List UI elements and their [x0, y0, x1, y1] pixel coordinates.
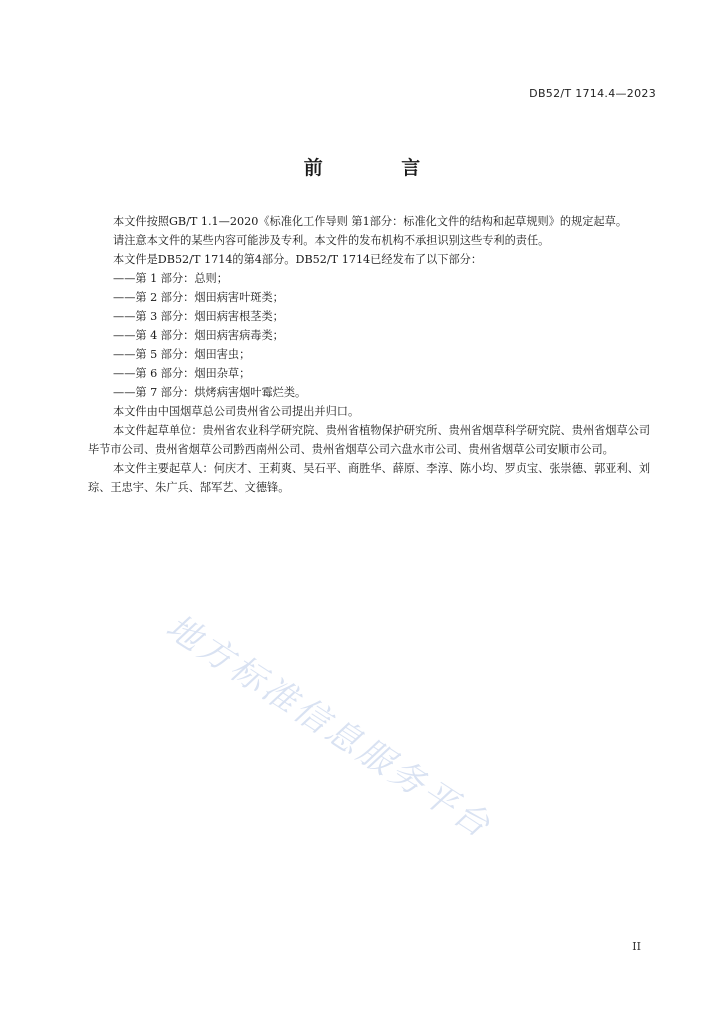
paragraph-proposer: 本文件由中国烟草总公司贵州省公司提出并归口。	[113, 405, 360, 418]
paragraph-drafters: 本文件主要起草人：何庆才、王莉爽、吴石平、商胜华、薛原、李淳、陈小均、罗贞宝、张崇德、郭亚利、刘琮、王忠宇、朱广兵、郜军艺、文德锋。	[88, 462, 651, 494]
list-item: ——第 3 部分：烟田病害根茎类；	[113, 310, 284, 323]
list-item: ——第 4 部分：烟田病害病毒类；	[113, 329, 284, 342]
document-code: DB52/T 1714.4—2023	[529, 87, 656, 100]
list-item: ——第 6 部分：烟田杂草；	[113, 367, 251, 380]
list-item: ——第 7 部分：烘烤病害烟叶霉烂类。	[113, 386, 307, 399]
paragraph-drafting-units: 本文件起草单位：贵州省农业科学研究院、贵州省植物保护研究所、贵州省烟草科学研究院、贵州省烟草公司毕节市公司、贵州省烟草公司黔西南州公司、贵州省烟草公司六盘水市公司、贵州省烟草公司安顺市公司。	[88, 424, 651, 456]
paragraph-parts-intro: 本文件是DB52/T 1714的第4部分。DB52/T 1714已经发布了以下部分：	[113, 253, 483, 266]
paragraph-drafting-rules: 本文件按照GB/T 1.1—2020《标准化工作导则 第1部分：标准化文件的结构和起草规则》的规定起草。	[113, 215, 628, 228]
list-item: ——第 1 部分：总则；	[113, 272, 228, 285]
list-item: ——第 5 部分：烟田害虫；	[113, 348, 251, 361]
paragraph-patent-notice: 请注意本文件的某些内容可能涉及专利。本文件的发布机构不承担识别这些专利的责任。	[113, 234, 550, 247]
page-number: II	[632, 940, 641, 953]
page-title: 前 言	[303, 157, 457, 179]
foreword-body	[88, 212, 658, 497]
list-item: ——第 2 部分：烟田病害叶斑类；	[113, 291, 284, 304]
watermark: 地方标准信息服务平台	[158, 606, 500, 848]
